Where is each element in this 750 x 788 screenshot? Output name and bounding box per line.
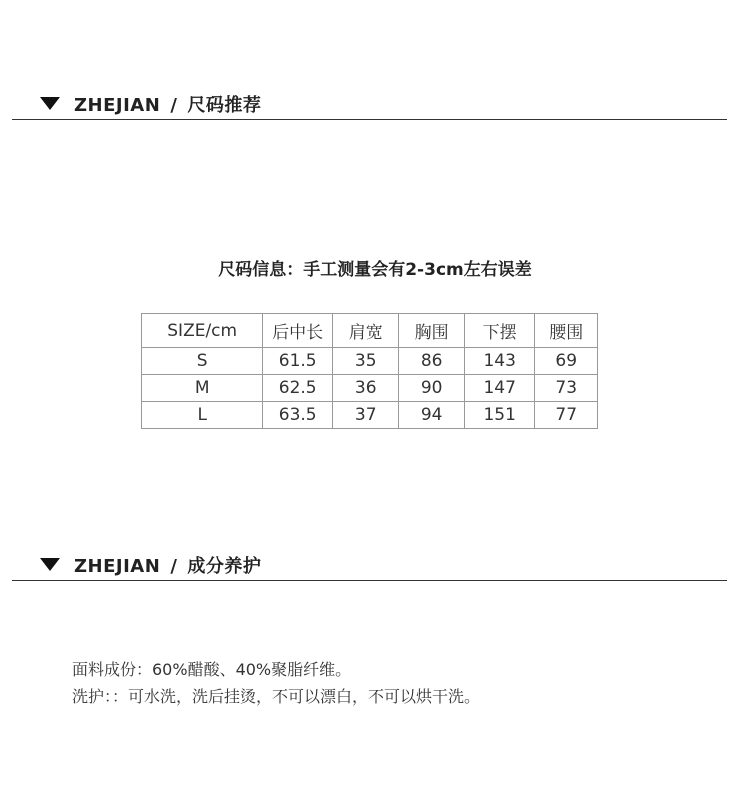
size-info-title: 尺码信息：手工测量会有2-3cm左右误差 [218,260,532,280]
wash-instructions: 洗护：：可水洗，洗后挂烫，不可以漂白，不可以烘干洗。 [72,687,481,706]
table-cell: S [142,348,263,375]
material-composition: 面料成份：60%醋酸、40%聚脂纤维。 [72,660,352,679]
section-title [74,91,261,117]
brand-name: ZHEJIAN [74,556,161,577]
table-row [142,348,598,375]
table-cell: L [142,402,263,429]
table-cell: 86 [399,348,464,375]
section-title-text: 成分养护 [187,556,262,577]
title-separator: / [170,95,178,116]
table-header-cell: 腰围 [535,314,598,348]
section-title [74,552,261,578]
table-header-cell: 下摆 [464,314,535,348]
triangle-down-icon [40,97,60,110]
table-cell: 73 [535,375,598,402]
title-separator: / [170,556,178,577]
table-cell: M [142,375,263,402]
table-cell: 37 [332,402,398,429]
table-header-cell: SIZE/cm [142,314,263,348]
section-header-size [12,89,727,120]
table-cell: 35 [332,348,398,375]
care-info [72,656,480,710]
table-row [142,402,598,429]
table-cell: 94 [399,402,464,429]
table-row [142,375,598,402]
table-cell: 151 [464,402,535,429]
section-header-care [12,550,727,581]
table-cell: 61.5 [263,348,333,375]
table-header-cell: 肩宽 [332,314,398,348]
table-cell: 90 [399,375,464,402]
table-cell: 143 [464,348,535,375]
table-header-cell: 胸围 [399,314,464,348]
table-header-row [142,314,598,348]
table-header-cell: 后中长 [263,314,333,348]
section-title-text: 尺码推荐 [187,95,262,116]
table-cell: 147 [464,375,535,402]
table-cell: 62.5 [263,375,333,402]
table-cell: 36 [332,375,398,402]
size-table [141,313,598,429]
brand-name: ZHEJIAN [74,95,161,116]
table-cell: 77 [535,402,598,429]
table-cell: 69 [535,348,598,375]
triangle-down-icon [40,558,60,571]
table-cell: 63.5 [263,402,333,429]
